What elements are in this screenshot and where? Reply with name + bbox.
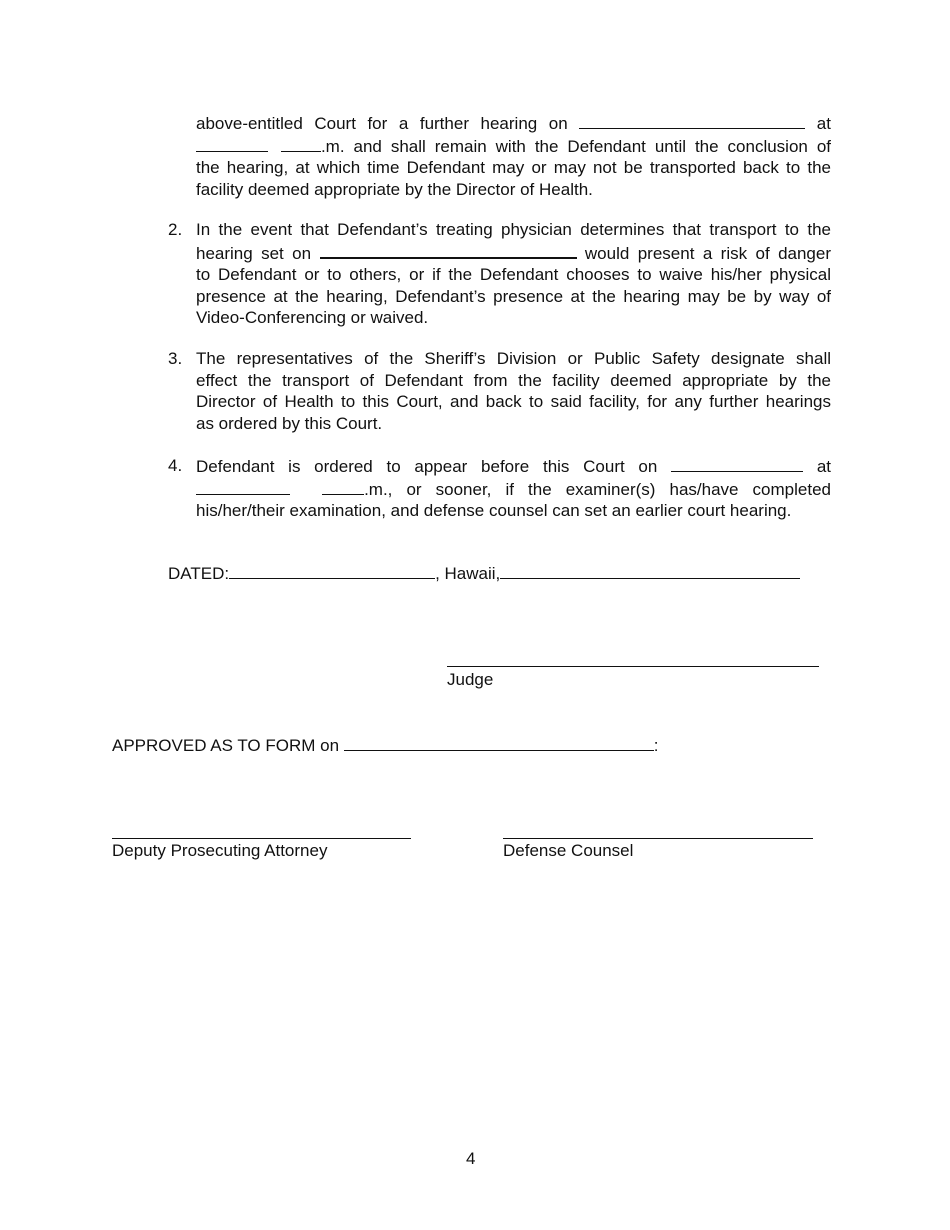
- dated-location: , Hawaii,: [435, 564, 501, 583]
- item-4-at: at: [816, 457, 832, 476]
- item-2-text-4: presence at the hearing, Defendant’s presence at the hearing may be by way of: [196, 286, 831, 306]
- item-4-number: 4.: [168, 456, 183, 475]
- item-3-text-2: effect the transport of Defendant from the facility deemed appropriate by the: [196, 370, 831, 390]
- approved-date-blank[interactable]: [344, 734, 654, 751]
- defense-label: Defense Counsel: [503, 841, 634, 860]
- item-4-paragraph: [196, 455, 831, 522]
- approved-label: APPROVED AS TO FORM on: [112, 736, 340, 755]
- hearing-date-blank[interactable]: [579, 112, 805, 129]
- judge-label: Judge: [447, 670, 494, 689]
- approved-line: [112, 734, 659, 756]
- continuation-text-2: .m. and shall remain with the Defendant until the conclusion of: [320, 136, 831, 156]
- continuation-at: at: [816, 114, 831, 133]
- dated-label: DATED:: [168, 564, 230, 583]
- item-3-text-1: The representatives of the Sheriff’s Division or Public Safety designate shall: [196, 349, 831, 368]
- item-3-paragraph: [196, 348, 831, 434]
- hearing-ampm-blank[interactable]: [281, 135, 321, 152]
- item-4-text-2b: .m., or sooner, if the examiner(s) has/have completed: [364, 479, 831, 499]
- item-2-paragraph: [196, 219, 831, 329]
- item-2-text-1: In the event that Defendant’s treating physician determines that transport to the: [196, 220, 831, 239]
- defense-signature-line[interactable]: [503, 838, 813, 839]
- item-2-number: 2.: [168, 220, 183, 239]
- item-2-hearing-blank[interactable]: [320, 241, 577, 259]
- item-3-text-4: as ordered by this Court.: [196, 413, 383, 433]
- continuation-text-4: facility deemed appropriate by the Director of Health.: [196, 179, 593, 199]
- dated-place-blank[interactable]: [500, 562, 800, 579]
- item-2-text-2a: hearing set on: [196, 243, 312, 263]
- item-4-ampm-blank[interactable]: [322, 478, 364, 495]
- continuation-text-3: the hearing, at which time Defendant may or may not be transported back to the: [196, 158, 831, 177]
- page-number: 4: [466, 1149, 476, 1168]
- prosecutor-signature-line[interactable]: [112, 838, 411, 839]
- item-4-text-1a: Defendant is ordered to appear before this Court on: [196, 457, 658, 476]
- dated-line: [168, 562, 800, 584]
- continuation-paragraph: [196, 112, 831, 200]
- dated-date-blank[interactable]: [229, 562, 435, 579]
- item-2-text-5: Video-Conferencing or waived.: [196, 308, 429, 327]
- hearing-time-blank[interactable]: [196, 135, 268, 152]
- item-4-date-blank[interactable]: [671, 455, 803, 472]
- prosecutor-label: Deputy Prosecuting Attorney: [112, 841, 328, 860]
- continuation-text-1: above-entitled Court for a further hearing on: [196, 114, 568, 133]
- item-2-text-3: to Defendant or to others, or if the Defendant chooses to waive his/her physical: [196, 265, 831, 284]
- item-4-text-3: his/her/their examination, and defense counsel can set an earlier court hearing.: [196, 501, 792, 520]
- item-3-text-3: Director of Health to this Court, and back to said facility, for any further hearings: [196, 392, 831, 411]
- item-2-text-2b: would present a risk of danger: [584, 243, 831, 263]
- item-4-time-blank[interactable]: [196, 478, 290, 495]
- approved-colon: :: [653, 736, 659, 755]
- item-3-number: 3.: [168, 349, 183, 368]
- judge-signature-line[interactable]: [447, 666, 819, 667]
